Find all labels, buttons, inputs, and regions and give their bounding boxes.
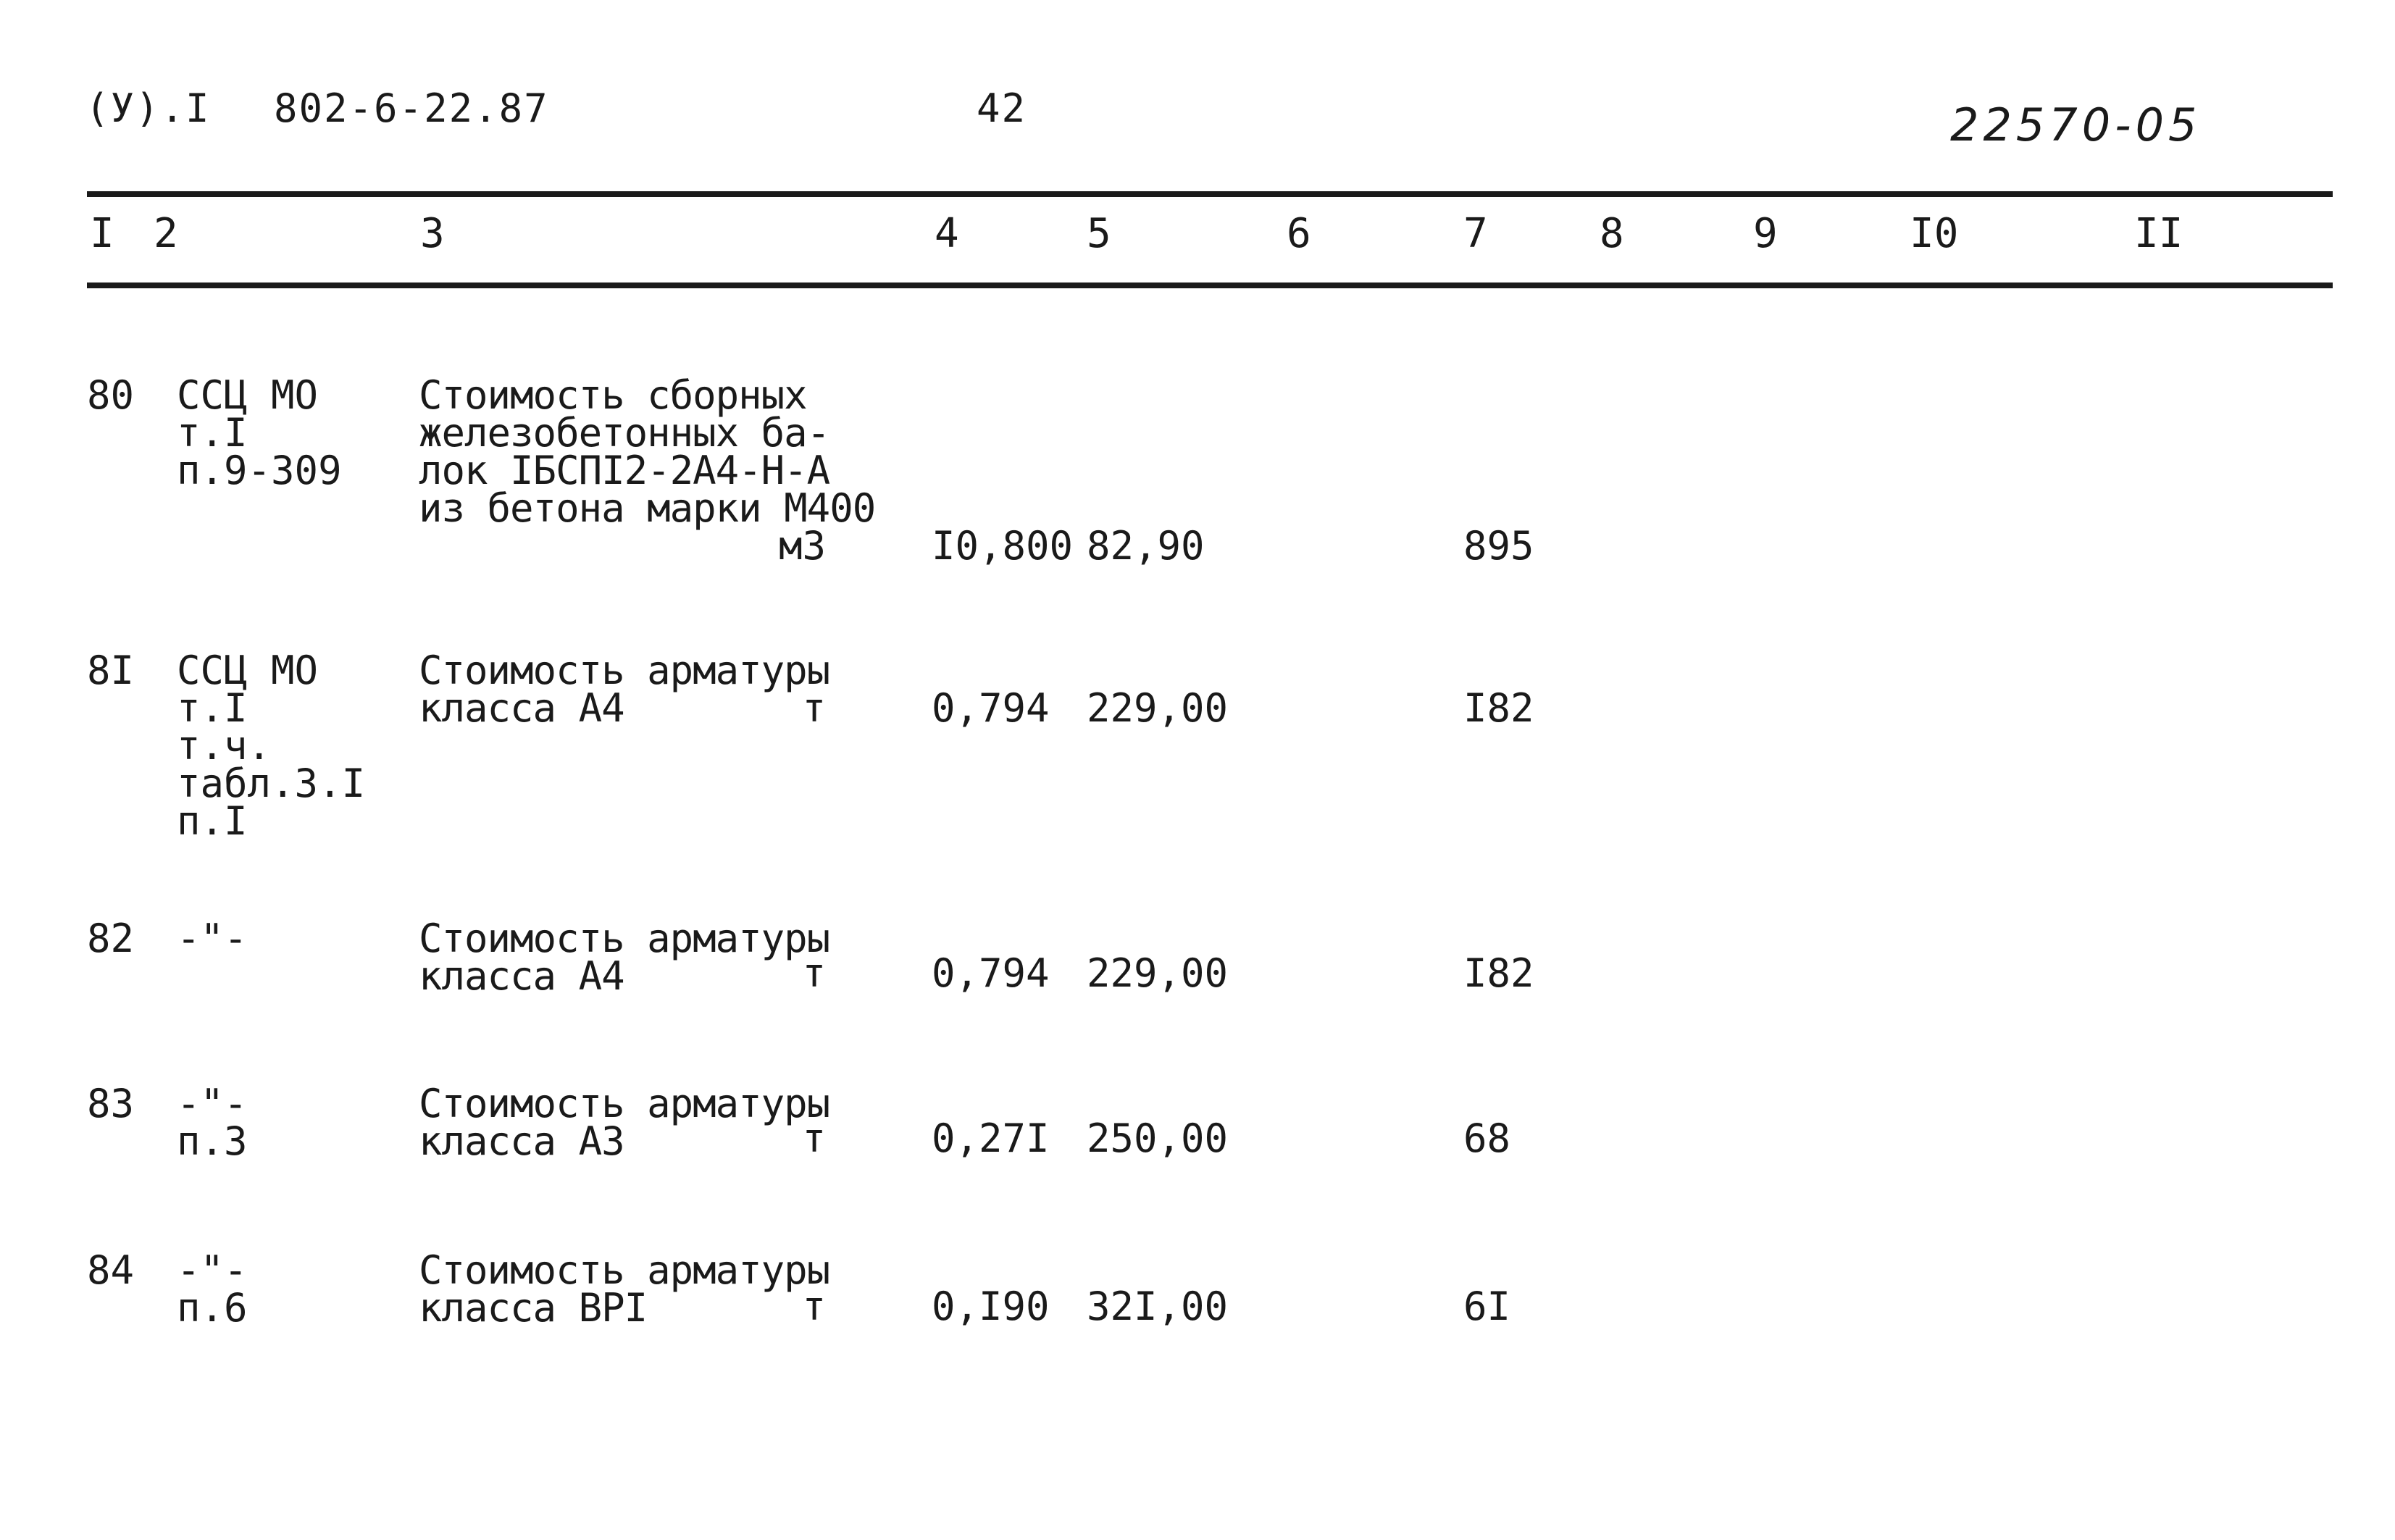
description-line: класса А4 [419,685,624,731]
row-quantity: 0,27I [932,1116,1050,1161]
reference-line: т.I [177,410,248,456]
column-number-9: 9 [1753,210,1778,257]
row-price: 229,00 [1087,685,1229,731]
row-reference [177,1081,248,1164]
column-number-4: 4 [935,210,959,257]
row-number: 80 [87,372,135,418]
description-line: класса ВРI [419,1285,648,1331]
description-line: класса А4 [419,953,624,999]
row-price: 32I,00 [1087,1284,1229,1329]
description-line: Стоимость сборных [419,372,807,418]
row-quantity: 0,794 [932,685,1050,731]
row-price: 250,00 [1087,1116,1229,1161]
row-number: 8I [87,648,135,693]
column-number-7: 7 [1463,210,1488,257]
reference-line: п.9-309 [177,448,342,493]
row-number: 83 [87,1081,135,1126]
row-price: 229,00 [1087,950,1229,996]
row-total: I82 [1463,950,1534,996]
row-quantity: 0,794 [932,950,1050,996]
column-number-8: 8 [1600,210,1624,257]
column-number-10: I0 [1910,210,1959,257]
row-reference [177,372,342,493]
row-reference [177,648,366,844]
reference-line: п.6 [177,1285,248,1331]
document-code: 802-6-22.87 [274,85,549,131]
row-number: 82 [87,916,135,961]
row-unit: т [802,1284,826,1329]
header-left-code: (У).I [85,85,211,131]
row-total: I82 [1463,685,1534,731]
description-line: железобетонных ба- [419,410,830,456]
column-number-2: 2 [154,210,178,257]
reference-line: -"- [177,1081,248,1126]
row-unit: т [802,685,826,731]
row-reference [177,1247,248,1331]
column-number-11: II [2134,210,2183,257]
description-line: Стоимость арматуры [419,1081,830,1126]
column-number-6: 6 [1287,210,1311,257]
description-line: Стоимость арматуры [419,916,830,961]
reference-line: т.ч. [177,723,272,769]
reference-line: т.I [177,685,248,731]
row-number: 84 [87,1247,135,1293]
stamp-number: 22570-05 [1950,99,2202,151]
row-total: 895 [1463,523,1534,569]
page-number: 42 [977,85,1027,131]
row-total: 6I [1463,1284,1511,1329]
row-reference [177,916,248,961]
reference-line: табл.3.I [177,761,366,806]
row-unit: м3 [778,523,826,569]
reference-line: -"- [177,1247,248,1293]
row-unit: т [802,950,826,996]
description-line: Стоимость арматуры [419,1247,830,1293]
reference-line: п.I [177,798,248,844]
row-price: 82,90 [1087,523,1205,569]
row-unit: т [802,1116,826,1161]
description-line: лок IБСПI2-2А4-Н-А [419,448,830,493]
description-line: из бетона марки М400 [419,485,876,531]
column-number-1: I [90,210,114,257]
row-description [419,372,876,531]
description-line: Стоимость арматуры [419,648,830,693]
row-quantity: 0,I90 [932,1284,1050,1329]
reference-line: -"- [177,916,248,961]
column-number-5: 5 [1087,210,1111,257]
table-top-rule [87,191,2333,197]
reference-line: ССЦ МО [177,372,319,418]
description-line: класса А3 [419,1118,624,1164]
row-quantity: I0,800 [932,523,1074,569]
table-header-bottom-rule [87,283,2333,288]
row-total: 68 [1463,1116,1511,1161]
reference-line: п.3 [177,1118,248,1164]
reference-line: ССЦ МО [177,648,319,693]
column-number-3: 3 [420,210,445,257]
